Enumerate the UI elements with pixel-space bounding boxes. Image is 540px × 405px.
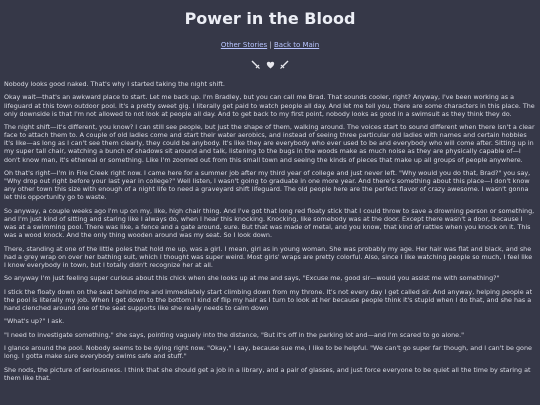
story-paragraph: She nods, the picture of seriousness. I think that she should get a job in a library, and a pair of glasses, and just force everyone to be quiet all the time by staring at them like that. bbox=[4, 365, 531, 383]
story-paragraph: "I need to investigate something," she says, pointing vaguely into the distance, "But it's off in the parking lot and—and I'm scared to go alone." bbox=[4, 330, 465, 339]
page-title: Power in the Blood bbox=[184, 9, 356, 28]
sword-icon bbox=[251, 60, 260, 70]
story-paragraph: So anyway, a couple weeks ago I'm up on my, like, high chair thing. And I've got that long red floaty stick that I could throw to save a drowning person or something, and I'm just kind of sitting and staring like I always do, when I hear this knocking. Knocking, like somebody was at the door. Except there wasn't a door, because I was at a swimming pool. There was like, a fence and a gate around, sure. But that was made of metal, and you know, that kind of rattles when you knock on it. This was a wood knock. And the only thing wooden around was my seat. So I look down. bbox=[4, 206, 535, 240]
story-paragraph: Oh that's right—I'm in Fire Creek right now. I came here for a summer job after my third year of college and just never left. "Why would you do that, Brad?" you say, "Why drop out right before your last year in college?" Well listen, I wasn't going to graduate in one more year. And there's something about this place—I don't know any other town this size with enough of a night life to need a graveyard shift lifeguard. The old people here are the perfect flavor of crazy awesome. I wasn't gonna let this opportunity go to waste. bbox=[4, 169, 531, 202]
story-body bbox=[4, 80, 536, 382]
other-stories-link[interactable]: Other Stories bbox=[220, 41, 268, 49]
heart-icon bbox=[266, 60, 275, 70]
story-paragraph: The night shift—it's different, you know? I can still see people, but just the shape of them, walking around. The voices start to sound different when there isn't a clear face to attach them to. A couple of old ladies come and start their water aerobics, and instead of seeing three particular old ladies with names and certain hobbies it's like—as long as I can't see them clearly, they could be anybody. It's like they are everybody who ever used to be and everybody who will come after. Sitting up in my super tall chair, watching a bunch of shadows sit around and talk, listening to the bugs in the woods make as much noise as they are physically capable of—I don't know man, it's ethereal or something. Like I'm zoomed out from this small town and seeing the kinds of pieces that make up all groups of people anywhere. bbox=[4, 123, 535, 164]
top-nav bbox=[4, 40, 536, 50]
story-paragraph: "What's up?" I ask. bbox=[4, 317, 65, 326]
back-to-main-link[interactable]: Back to Main bbox=[274, 41, 320, 49]
sword-icon bbox=[280, 60, 289, 70]
story-paragraph: Nobody looks good naked. That's why I started taking the night shift. bbox=[4, 80, 225, 88]
story-paragraph: I glance around the pool. Nobody seems to be dying right now. "Okay," I say, because sue me, I like to be helpful. "We can't go super far though, and I can't be gone long. I gotta make sure everybody swims safe and stuff." bbox=[4, 344, 532, 361]
divider-ornament bbox=[4, 58, 536, 70]
story-paragraph: Okay wait—that's an awkward place to start. Let me back up. I'm Bradley, but you can call me Brad. That sounds cooler, right? Anyway, I've been working as a lifeguard at this town outdoor pool. It's a pretty sweet gig. I literally get paid to watch people all day. And let me tell you, there are some characters in this place. The only downside is that I'm not allowed to not look at people all day. And to get back to my first point, nobody looks as good in a swimsuit as they think they do. bbox=[4, 93, 535, 118]
story-paragraph: So anyway I'm just feeling super curious about this chick when she looks up at me and says, "Excuse me, good sir—would you assist me with something?" bbox=[4, 274, 500, 283]
story-paragraph: I stick the floaty down on the seat behind me and immediately start climbing down from my throne. It's not every day I get called sir. And anyway, helping people at the pool is literally my job. When I get down to the bottom I kind of flip my hair as I turn to look at her because people think it's stupid when I do that, and she has a hand clenched around one of the seat supports like she really needs to calm down bbox=[4, 287, 533, 312]
story-paragraph: There, standing at one of the little poles that hold me up, was a girl. I mean, girl as in young woman. She was probably my age. Her hair was flat and black, and she had a grey wrap on over her bathing suit, which I thought was super weird. Most girls' wraps are pretty colorful. Also, since I like watching people so much, I feel like I know everybody in town, but I totally didn't recognize her at all. bbox=[4, 244, 533, 269]
nav-separator: | bbox=[269, 41, 272, 49]
